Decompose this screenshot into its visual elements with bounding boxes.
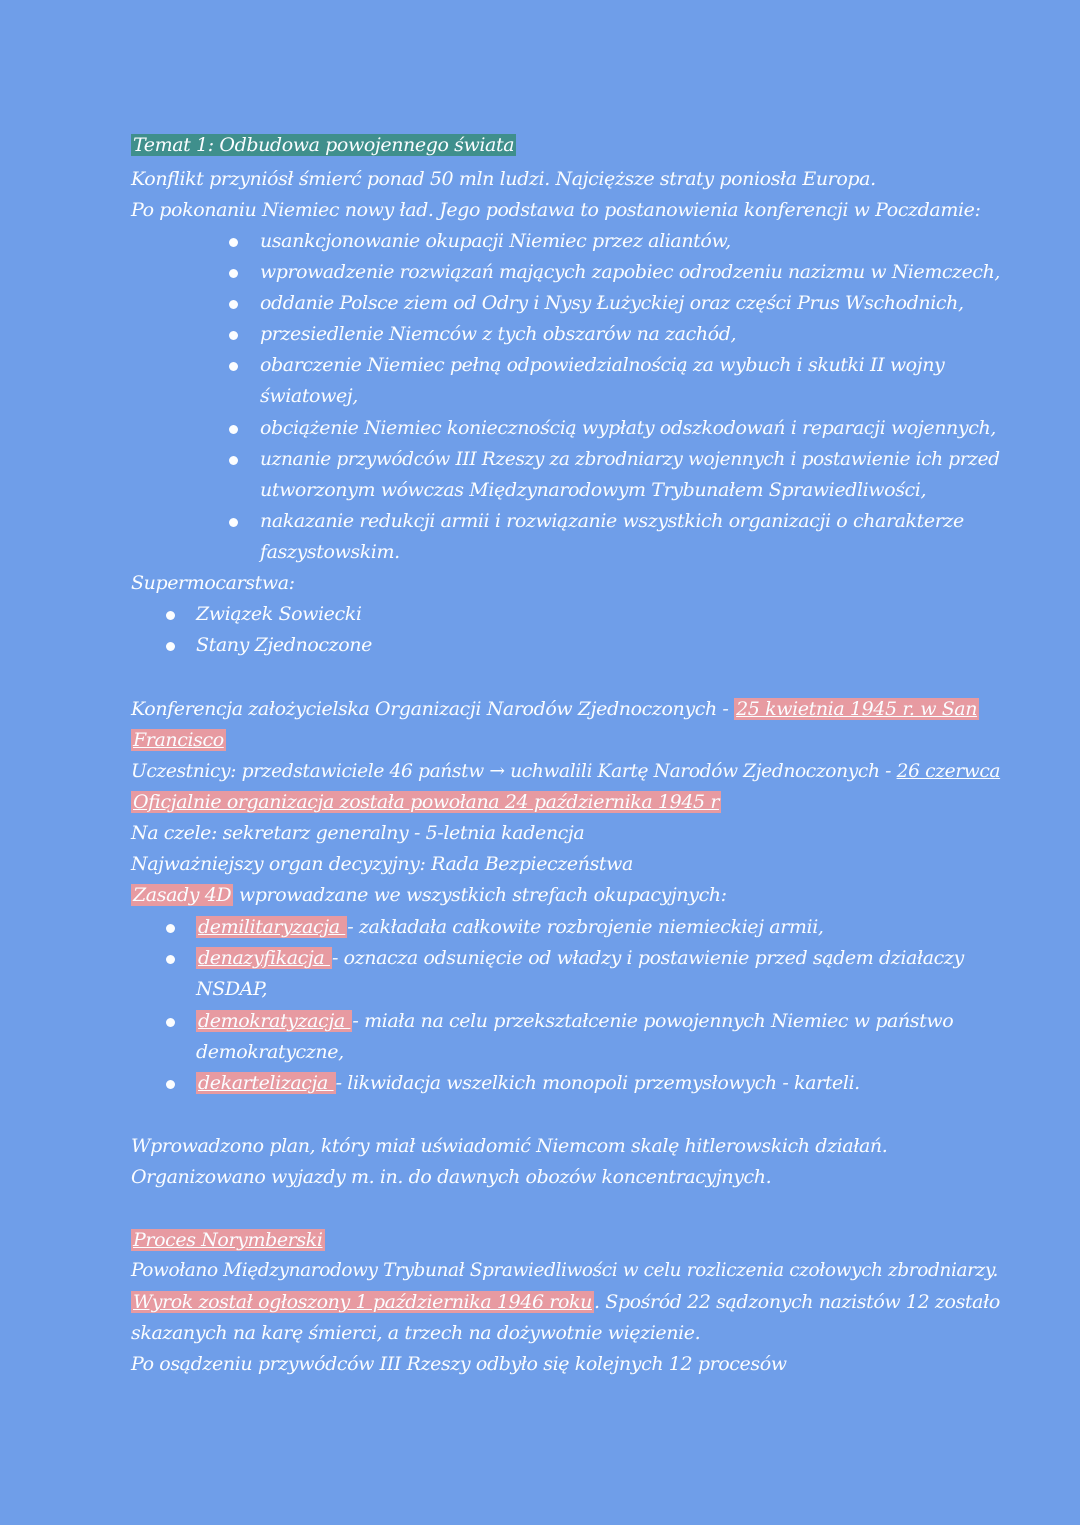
page-title [131, 133, 516, 157]
nuremberg-verdict-hl: Wyrok został ogłoszony 1 października 1946 roku [133, 1291, 592, 1313]
bullet-icon [229, 425, 238, 434]
list-item: wprowadzenie rozwiązań mających zapobiec odrodzeniu nazizmu w Niemczech, [260, 261, 1000, 283]
list-item: oddanie Polsce ziem od Odry i Nysy Łużyckiej oraz części Prus Wschodnich, [260, 292, 964, 314]
rules-heading [131, 883, 727, 907]
un-participants-date: 26 czerwca [896, 760, 1001, 782]
nuremberg-verdict [131, 1290, 1000, 1314]
rule-desc: - likwidacja wszelkich monopoli przemysłowych - karteli. [335, 1072, 860, 1094]
un-conference-date: 25 kwietnia 1945 r. w San [736, 698, 978, 720]
un-participants-text: Uczestnicy: przedstawiciele 46 państw → uchwalili Kartę Narodów Zjednoczonych - [131, 760, 897, 782]
bullet-icon [166, 1018, 175, 1027]
rule-desc-cont: demokratyczne, [196, 1041, 344, 1063]
intro-line-1: Konflikt przyniósł śmierć ponad 50 mln ludzi. Najcięższe straty poniosła Europa. [131, 168, 876, 190]
nuremberg-verdict-rest: . Spośród 22 sądzonych nazistów 12 zostało [593, 1291, 1000, 1313]
list-item: przesiedlenie Niemców z tych obszarów na zachód, [260, 323, 737, 345]
rule-desc: - miała na celu przekształcenie powojennych Niemiec w państwo [352, 1010, 954, 1032]
bullet-icon [166, 955, 175, 964]
rule-desc-cont: NSDAP, [196, 978, 268, 1000]
plan-line-2: Organizowano wyjazdy m. in. do dawnych obozów koncentracyjnych. [131, 1166, 772, 1188]
bullet-icon [229, 331, 238, 340]
nuremberg-line-3: skazanych na karę śmierci, a trzech na dożywotnie więzienie. [131, 1322, 701, 1344]
rule-term: denazyfikacja [198, 947, 330, 969]
nuremberg-heading-text: Proces Norymberski [133, 1229, 323, 1251]
list-item: obarczenie Niemiec pełną odpowiedzialnością za wybuch i skutki II wojny [260, 354, 945, 376]
rule-desc: - zakładała całkowite rozbrojenie niemieckiej armii, [347, 916, 824, 938]
rule-term: demilitaryzacja [198, 916, 346, 938]
un-head: Na czele: sekretarz generalny - 5-letnia kadencja [131, 822, 585, 844]
superpowers-label: Supermocarstwa: [131, 572, 295, 594]
rule-term: demokratyzacja [198, 1010, 351, 1032]
superpower-item: Związek Sowiecki [196, 603, 362, 625]
bullet-icon [229, 238, 238, 247]
bullet-icon [229, 518, 238, 527]
title-text: Temat 1: Odbudowa powojennego świata [133, 134, 515, 156]
bullet-icon [166, 642, 175, 651]
list-item: obciążenie Niemiec koniecznością wypłaty odszkodowań i reparacji wojennych, [260, 417, 996, 439]
bullet-icon [229, 456, 238, 465]
rules-label: Zasady 4D [133, 884, 232, 906]
rule-desc: - oznacza odsunięcie od władzy i postawienie przed sądem działaczy [331, 947, 964, 969]
un-conference-place: Francisco [133, 729, 224, 751]
bullet-icon [229, 269, 238, 278]
bullet-icon [166, 924, 175, 933]
nuremberg-heading [131, 1228, 325, 1252]
un-organ: Najważniejszy organ decyzyjny: Rada Bezpieczeństwa [131, 853, 633, 875]
un-official [131, 790, 721, 814]
list-item: nakazanie redukcji armii i rozwiązanie wszystkich organizacji o charakterze [260, 510, 964, 532]
rule-term: dekartelizacja [198, 1072, 334, 1094]
superpower-item: Stany Zjednoczone [196, 634, 372, 656]
un-conference [131, 697, 979, 721]
list-item: usankcjonowanie okupacji Niemiec przez aliantów, [260, 230, 731, 252]
nuremberg-line-1: Powołano Międzynarodowy Trybunał Sprawiedliwości w celu rozliczenia czołowych zbrodniarzy. [131, 1260, 998, 1281]
list-item-cont: światowej, [260, 385, 358, 407]
nuremberg-line-4: Po osądzeniu przywódców III Rzeszy odbyło się kolejnych 12 procesów [131, 1353, 787, 1375]
un-official-text: Oficjalnie organizacja została powołana 24 października 1945 r [133, 791, 720, 813]
intro-line-2: Po pokonaniu Niemiec nowy ład. Jego podstawa to postanowienia konferencji w Poczdamie: [131, 199, 981, 221]
rule-item [196, 915, 824, 939]
plan-line-1: Wprowadzono plan, który miał uświadomić Niemcom skalę hitlerowskich działań. [131, 1135, 888, 1157]
bullet-icon [229, 300, 238, 309]
un-conference-text: Konferencja założycielska Organizacji Narodów Zjednoczonych - [131, 698, 735, 720]
list-item-cont: faszystowskim. [260, 541, 400, 563]
list-item: uznanie przywódców III Rzeszy za zbrodniarzy wojennych i postawienie ich przed [260, 448, 1000, 470]
rule-item [196, 1009, 953, 1033]
rules-text: wprowadzane we wszystkich strefach okupacyjnych: [233, 884, 727, 906]
rule-item [196, 1071, 860, 1095]
bullet-icon [229, 362, 238, 371]
rule-item [196, 946, 964, 970]
bullet-icon [166, 611, 175, 620]
un-conference-cont [131, 728, 226, 752]
un-participants [131, 759, 1000, 783]
bullet-icon [166, 1080, 175, 1089]
list-item-cont: utworzonym wówczas Międzynarodowym Trybunałem Sprawiedliwości, [260, 479, 927, 501]
